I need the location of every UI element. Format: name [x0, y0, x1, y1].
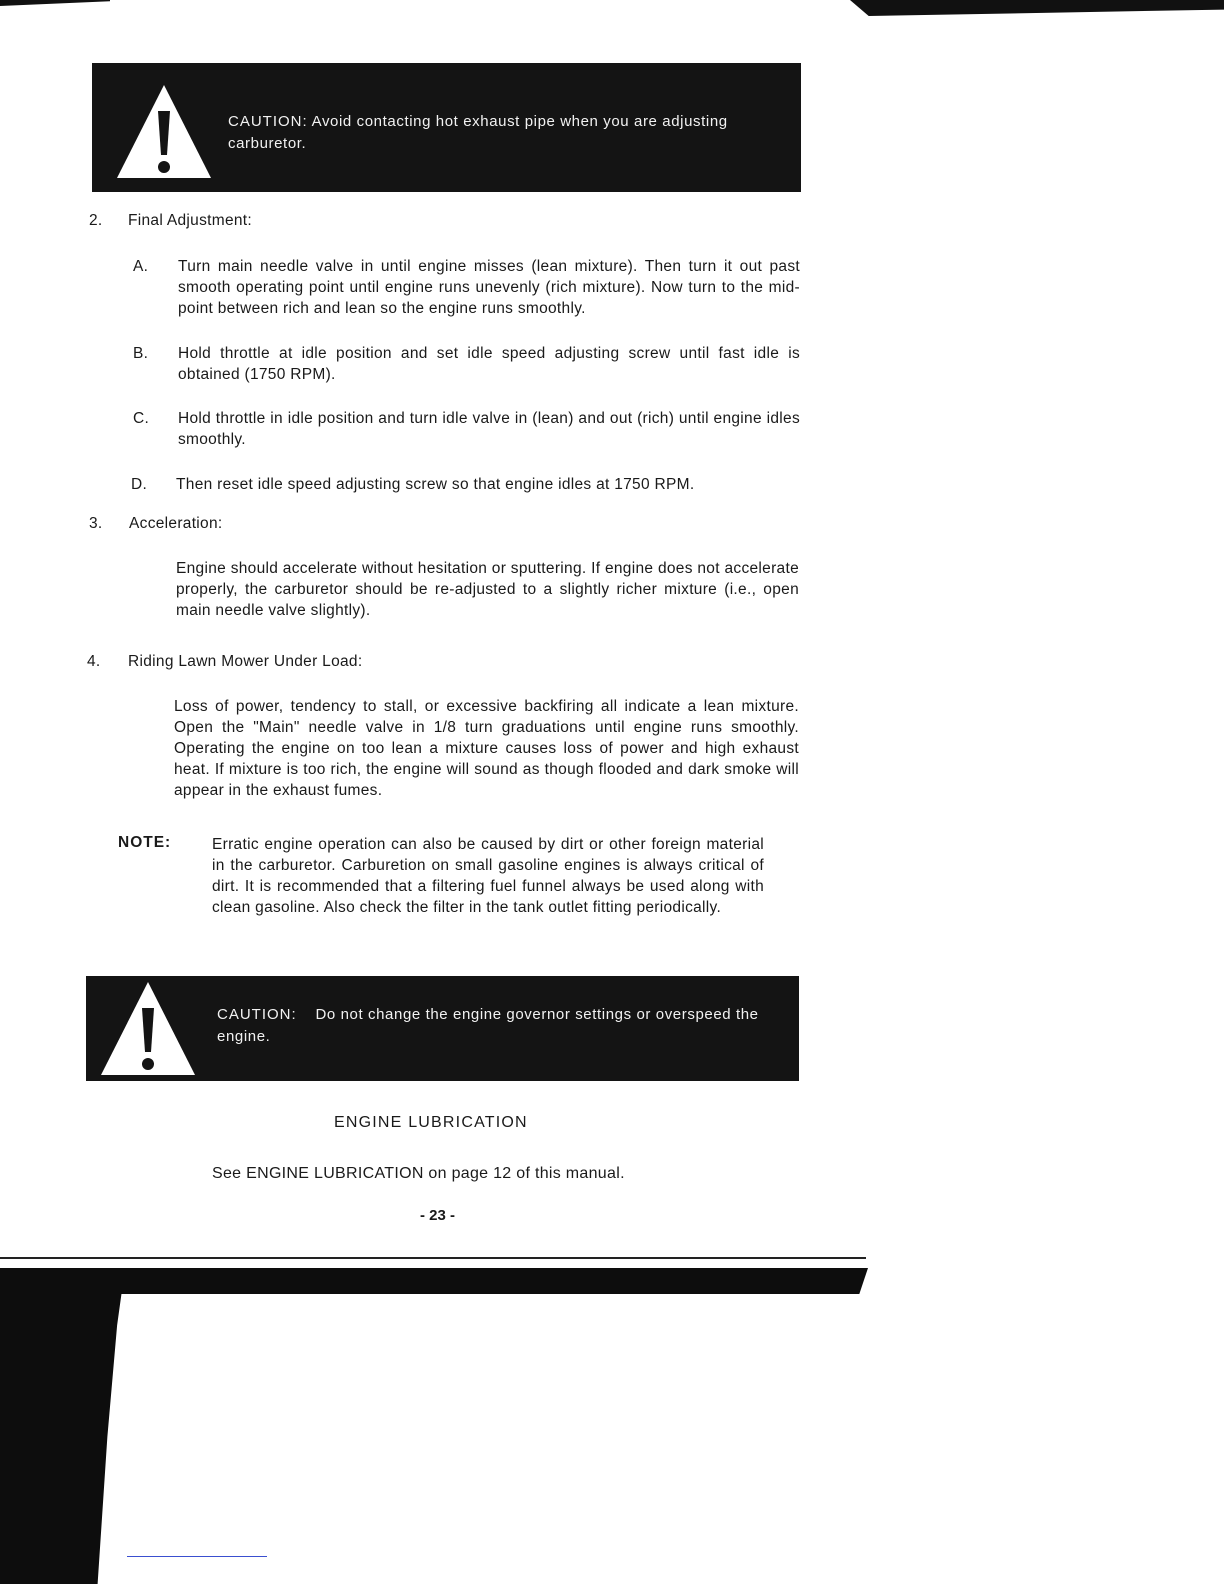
- caution-box-1: [92, 63, 801, 192]
- note-text: Erratic engine operation can also be caused by dirt or other foreign material in the carburetor. Carburetion on small gasoline engines is always critical of dirt. It is recommended that a filtering fuel funnel always be used along with clean gasoline. Also check the filter in the tank outlet fitting periodically.: [212, 836, 764, 916]
- caution-1-message: [228, 111, 773, 155]
- item-b-letter: B.: [133, 345, 149, 362]
- note-label: NOTE:: [118, 834, 172, 851]
- caution-2-label: CAUTION:: [217, 1006, 297, 1023]
- lubrication-heading: ENGINE LUBRICATION: [334, 1114, 528, 1131]
- item-d-letter: D.: [131, 476, 148, 493]
- scan-edge-top-left: [0, 0, 110, 6]
- warning-triangle-icon: [114, 81, 214, 181]
- item-c-text: Hold throttle in idle position and turn idle valve in (lean) and out (rich) until engine idles smoothly.: [178, 410, 800, 448]
- section-4-text: Loss of power, tendency to stall, or excessive backfiring all indicate a lean mixture. Open the "Main" needle valve in 1/8 turn graduations until engine runs smoothly. Operating the engine on too lean a mixture causes loss of power and high exhaust heat. If mixture is too rich, the engine will sound as though flooded and dark smoke will appear in the exhaust fumes.: [174, 698, 799, 799]
- item-d-text: Then reset idle speed adjusting screw so that engine idles at 1750 RPM.: [176, 476, 695, 493]
- item-a-text: Turn main needle valve in until engine misses (lean mixture). Then turn it out past smooth operating point until engine runs unevenly (rich mixture). Now turn to the mid-point between rich and lean so the engine runs smoothly.: [178, 258, 800, 317]
- scan-rule-bottom: [0, 1257, 866, 1259]
- caution-box-2: [86, 976, 799, 1081]
- section-2-title: Final Adjustment:: [128, 212, 252, 229]
- warning-triangle-icon: [98, 978, 198, 1078]
- lubrication-text: See ENGINE LUBRICATION on page 12 of this manual.: [212, 1165, 625, 1182]
- item-c-letter: C.: [133, 410, 150, 427]
- section-3-number: 3.: [89, 515, 103, 532]
- section-3-title: Acceleration:: [129, 515, 223, 532]
- caution-2-message: [217, 1004, 777, 1048]
- section-4-title: Riding Lawn Mower Under Load:: [128, 653, 363, 670]
- scan-blue-line: [127, 1556, 267, 1557]
- section-4-number: 4.: [87, 653, 101, 670]
- item-b-text: Hold throttle at idle position and set idle speed adjusting screw until fast idle is obtained (1750 RPM).: [178, 345, 800, 383]
- section-3-text: Engine should accelerate without hesitation or sputtering. If engine does not accelerate properly, the carburetor should be re-adjusted to a slightly richer mixture (i.e., open main needle valve slightly).: [176, 560, 799, 619]
- section-2-number: 2.: [89, 212, 103, 229]
- scan-edge-top-right: [850, 0, 1224, 16]
- caution-1-label: CAUTION:: [228, 113, 308, 130]
- caution-1-text: Avoid contacting hot exhaust pipe when you are adjusting carburetor.: [228, 113, 728, 152]
- caution-2-text: Do not change the engine governor settings or overspeed the engine.: [217, 1006, 759, 1045]
- page-number: - 23 -: [420, 1207, 456, 1224]
- scan-dark-region: [0, 1290, 122, 1584]
- item-a-letter: A.: [133, 258, 149, 275]
- scan-dark-band: [0, 1268, 868, 1294]
